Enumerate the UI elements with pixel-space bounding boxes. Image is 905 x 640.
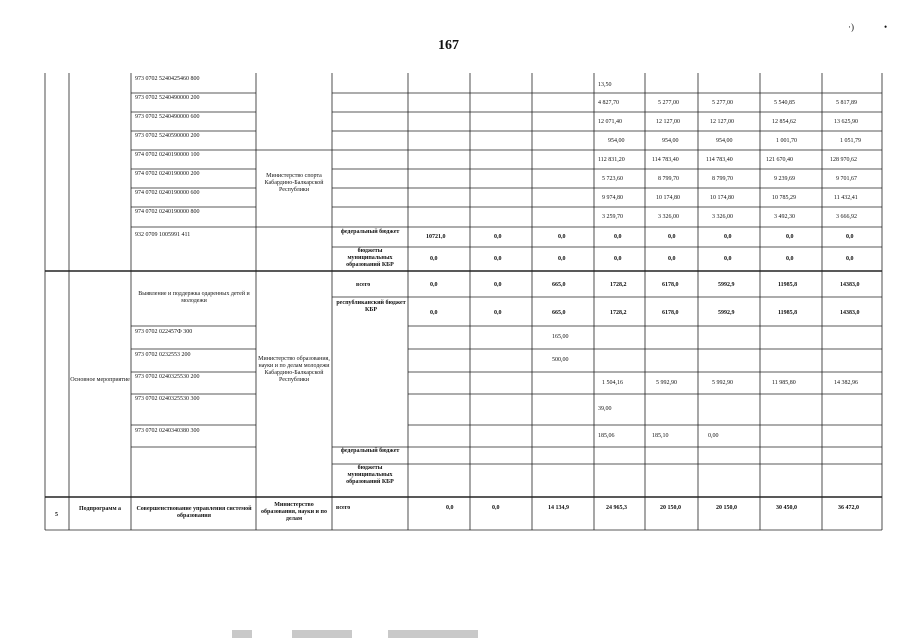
cell-value: 954,00 — [662, 138, 679, 144]
ministry-education: Министерство образования, науки и по делам молодежи Кабардино-Балкарской Республики — [258, 356, 330, 383]
cell-value: 10 785,29 — [772, 195, 796, 201]
cell-value: 1 051,79 — [840, 138, 861, 144]
cell-value: 10721,0 — [426, 234, 446, 240]
cell-value: 6178,0 — [662, 282, 679, 288]
cell-value: 5992,9 — [718, 310, 735, 316]
cell-value: 20 150,0 — [660, 505, 681, 511]
cell-value: 0,0 — [494, 256, 502, 262]
cell-value: 36 472,0 — [838, 505, 859, 511]
cell-value: 128 970,62 — [830, 157, 857, 163]
cell-value: 1 504,16 — [602, 380, 623, 386]
funding-source: федеральный бюджет — [340, 448, 400, 454]
cell-value: 0,0 — [846, 256, 854, 262]
cell-value: 0,00 — [708, 433, 719, 439]
cell-value: 12 854,62 — [772, 119, 796, 125]
budget-code: 973 0702 5240490000 600 — [135, 114, 200, 120]
cell-value: 954,00 — [716, 138, 733, 144]
budget-code: 973 0702 5240490000 200 — [135, 95, 200, 101]
subprogram-label: Подпрограмм а — [78, 506, 122, 512]
corner-mark: • — [884, 22, 888, 32]
cell-value: 4 827,70 — [598, 100, 619, 106]
ministry-sport: Министерство спорта Кабардино-Балкарской Республики — [264, 173, 324, 193]
cell-value: 0,0 — [786, 234, 794, 240]
funding-source: всего — [356, 282, 371, 288]
cell-value: 12 127,00 — [656, 119, 680, 125]
cell-value: 10 174,80 — [656, 195, 680, 201]
budget-code: 973 0702 0240340380 300 — [135, 428, 200, 434]
cell-value: 5 992,90 — [656, 380, 677, 386]
funding-source: бюджеты муниципальных образований КБР — [346, 465, 394, 485]
cell-value: 500,00 — [552, 357, 569, 363]
cell-value: 0,0 — [494, 234, 502, 240]
subprogram-title: Совершенствование управления системой образования — [136, 506, 252, 519]
cell-value: 5 817,89 — [836, 100, 857, 106]
budget-code: 973 0702 5240425460 800 — [135, 76, 200, 82]
cell-value: 0,0 — [492, 505, 500, 511]
budget-code: 973 0702 0240325530 300 — [135, 396, 200, 402]
cell-value: 6178,0 — [662, 310, 679, 316]
funding-source: бюджеты муниципальных образований КБР — [346, 248, 394, 268]
cell-value: 0,0 — [430, 256, 438, 262]
cell-value: 3 326,00 — [658, 214, 679, 220]
cell-value: 14383,0 — [840, 282, 860, 288]
cell-value: 0,0 — [614, 256, 622, 262]
cell-value: 30 450,0 — [776, 505, 797, 511]
cell-value: 9 239,69 — [774, 176, 795, 182]
cell-value: 0,0 — [446, 505, 454, 511]
cell-value: 0,0 — [724, 234, 732, 240]
cell-value: 114 783,40 — [706, 157, 733, 163]
cell-value: 13 625,90 — [834, 119, 858, 125]
cell-value: 5 992,90 — [712, 380, 733, 386]
scan-artifact — [232, 630, 252, 638]
cell-value: 3 326,00 — [712, 214, 733, 220]
cell-value: 0,0 — [614, 234, 622, 240]
cell-value: 9 701,67 — [836, 176, 857, 182]
cell-value: 0,0 — [668, 234, 676, 240]
ministry-education: Министерство образования, науки и по делам — [261, 502, 327, 522]
page-number: 167 — [438, 38, 459, 53]
cell-value: 665,0 — [552, 310, 566, 316]
cell-value: 0,0 — [846, 234, 854, 240]
cell-value: 11 432,41 — [834, 195, 858, 201]
budget-code: 974 0702 0240190000 200 — [135, 171, 200, 177]
cell-value: 165,00 — [552, 334, 569, 340]
cell-value: 10 174,80 — [710, 195, 734, 201]
cell-value: 1 001,70 — [776, 138, 797, 144]
cell-value: 0,0 — [430, 310, 438, 316]
funding-source: федеральный бюджет — [340, 229, 400, 235]
cell-value: 12 127,00 — [710, 119, 734, 125]
main-event-label: Основное мероприятие — [70, 377, 130, 383]
cell-value: 5992,9 — [718, 282, 735, 288]
cell-value: 0,0 — [668, 256, 676, 262]
cell-value: 11985,8 — [778, 282, 798, 288]
cell-value: 3 259,70 — [602, 214, 623, 220]
cell-value: 11 985,80 — [772, 380, 796, 386]
cell-value: 0,0 — [494, 310, 502, 316]
scan-artifact — [388, 630, 478, 638]
cell-value: 20 150,0 — [716, 505, 737, 511]
corner-mark: ·) — [848, 22, 854, 32]
scan-artifact — [292, 630, 352, 638]
cell-value: 0,0 — [724, 256, 732, 262]
cell-value: 0,0 — [558, 256, 566, 262]
cell-value: 112 831,20 — [598, 157, 625, 163]
cell-value: 0,0 — [558, 234, 566, 240]
cell-value: 5 277,00 — [658, 100, 679, 106]
budget-code: 973 0702 0232553 200 — [135, 352, 191, 358]
cell-value: 185,06 — [598, 433, 615, 439]
budget-code: 974 0702 0240190000 800 — [135, 209, 200, 215]
cell-value: 1728,2 — [610, 282, 627, 288]
cell-value: 14 382,96 — [834, 380, 858, 386]
funding-source: республиканский бюджет КБР — [336, 300, 406, 313]
cell-value: 114 783,40 — [652, 157, 679, 163]
cell-value: 185,10 — [652, 433, 669, 439]
budget-code: 973 0702 0240325530 200 — [135, 374, 200, 380]
cell-value: 12 071,40 — [598, 119, 622, 125]
cell-value: 0,0 — [430, 282, 438, 288]
funding-source: всего — [336, 505, 351, 511]
row-number: 5 — [55, 512, 58, 518]
budget-code: 974 0702 0240190000 600 — [135, 190, 200, 196]
cell-value: 1728,2 — [610, 310, 627, 316]
cell-value: 3 666,92 — [836, 214, 857, 220]
cell-value: 0,0 — [494, 282, 502, 288]
cell-value: 665,0 — [552, 282, 566, 288]
cell-value: 121 670,40 — [766, 157, 793, 163]
cell-value: 13,50 — [598, 82, 612, 88]
cell-value: 5 723,60 — [602, 176, 623, 182]
cell-value: 954,00 — [608, 138, 625, 144]
budget-code: 932 0709 1005991 411 — [135, 232, 191, 238]
cell-value: 9 974,80 — [602, 195, 623, 201]
cell-value: 24 965,3 — [606, 505, 627, 511]
budget-code: 974 0702 0240190000 100 — [135, 152, 200, 158]
budget-code: 973 0702 022457Ф 300 — [135, 329, 193, 335]
cell-value: 5 277,00 — [712, 100, 733, 106]
cell-value: 3 492,30 — [774, 214, 795, 220]
cell-value: 8 799,70 — [658, 176, 679, 182]
cell-value: 11985,8 — [778, 310, 798, 316]
cell-value: 5 540,85 — [774, 100, 795, 106]
cell-value: 39,00 — [598, 406, 612, 412]
budget-code: 973 0702 5240590000 200 — [135, 133, 200, 139]
cell-value: 8 799,70 — [712, 176, 733, 182]
cell-value: 14383,0 — [840, 310, 860, 316]
cell-value: 0,0 — [786, 256, 794, 262]
cell-value: 14 134,9 — [548, 505, 569, 511]
main-event-title: Выявление и поддержка одаренных детей и молодежи — [138, 291, 250, 304]
